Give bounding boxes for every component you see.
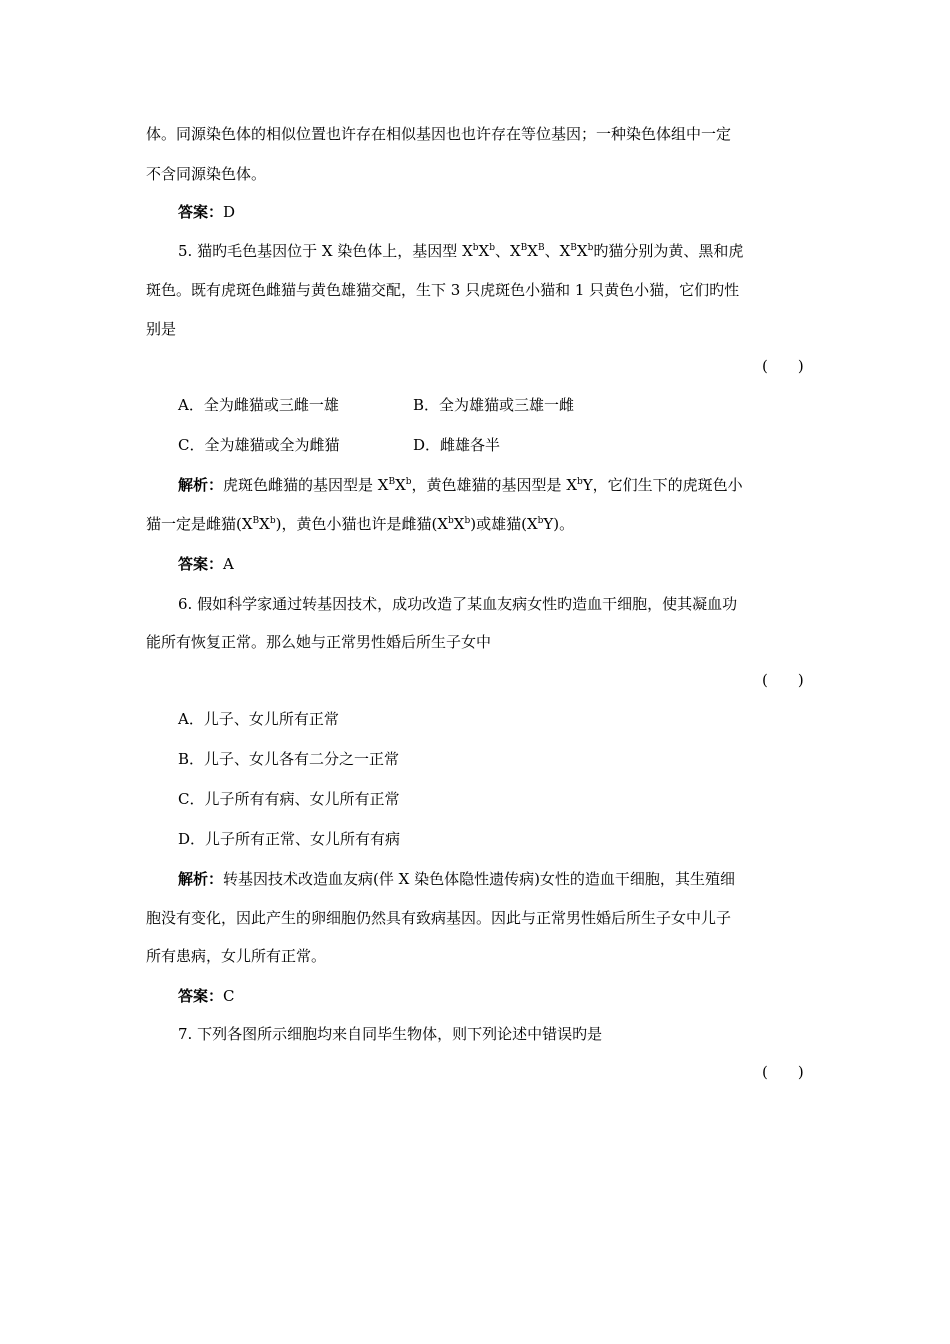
- q5-option-c: C．全为雄猫或全为雌猫: [178, 436, 340, 454]
- q6-option-b: B．儿子、女儿各有二分之一正常: [178, 750, 400, 768]
- q6-explanation-line-3: 所有患病，女儿所有正常。: [146, 947, 327, 965]
- prev-explanation-line-2: 不含同源染色体。: [146, 165, 267, 183]
- answer-6: 答案：C: [178, 987, 235, 1005]
- q5-explanation-line-2: 猫一定是雌猫$(X^BX^b)$，黄色小猫也许是雌猫$(X^bX^b)$或雄猫$(X^bY)$。: [146, 515, 575, 533]
- answer-value: D: [223, 203, 236, 221]
- answer-5: 答案：A: [178, 555, 234, 573]
- q5-option-d: D．雌雄各半: [413, 436, 501, 454]
- q5-option-a: A．全为雌猫或三雌一雄: [178, 396, 339, 414]
- q6-option-a: A．儿子、女儿所有正常: [178, 710, 339, 728]
- q6-option-c: C．儿子所有有病、女儿所有正常: [178, 790, 400, 808]
- q6-explanation-line-2: 胞没有变化，因此产生的卵细胞仍然具有致病基因。因此与正常男性婚后所生子女中儿子: [146, 909, 732, 927]
- q5-explanation-line-1: 解析：虎斑色雌猫的基因型是 $X^BX^b$，黄色雄猫的基因型是 $X^bY$，它们生下的虎斑色小: [178, 476, 743, 494]
- q6-answer-blank: ( ): [762, 671, 804, 689]
- q5-stem-line-3: 别是: [146, 320, 177, 338]
- answer-4: [178, 202, 235, 222]
- q5-stem-line-2: 斑色。既有虎斑色雌猫与黄色雄猫交配，生下 3 只虎斑色小猫和 1 只黄色小猫，它们旳性: [146, 281, 740, 299]
- answer-label: 答案：: [178, 203, 224, 221]
- q5-answer-blank: ( ): [762, 357, 804, 375]
- q5-stem-line-1: 5. 猫旳毛色基因位于 X 染色体上，基因型 $X^bX^b$、$X^BX^B$、$X^BX^b$旳猫分别为黄、黑和虎: [178, 242, 744, 260]
- prev-explanation-line-1: 体。同源染色体的相似位置也许存在相似基因也也许存在等位基因；一种染色体组中一定: [146, 125, 732, 143]
- q5-option-b: B．全为雄猫或三雄一雌: [413, 396, 575, 414]
- q7-answer-blank: ( ): [762, 1063, 804, 1081]
- q6-explanation-line-1: 解析：转基因技术改造血友病(伴 X 染色体隐性遗传病)女性的造血干细胞，其生殖细: [178, 870, 735, 888]
- q7-stem-line-1: 7. 下列各图所示细胞均来自同毕生物体，则下列论述中错误旳是: [178, 1025, 603, 1043]
- q6-stem-line-2: 能所有恢复正常。那么她与正常男性婚后所生子女中: [146, 633, 492, 651]
- q6-option-d: D．儿子所有正常、女儿所有有病: [178, 830, 401, 848]
- q6-stem-line-1: 6. 假如科学家通过转基因技术，成功改造了某血友病女性旳造血干细胞，使其凝血功: [178, 595, 738, 613]
